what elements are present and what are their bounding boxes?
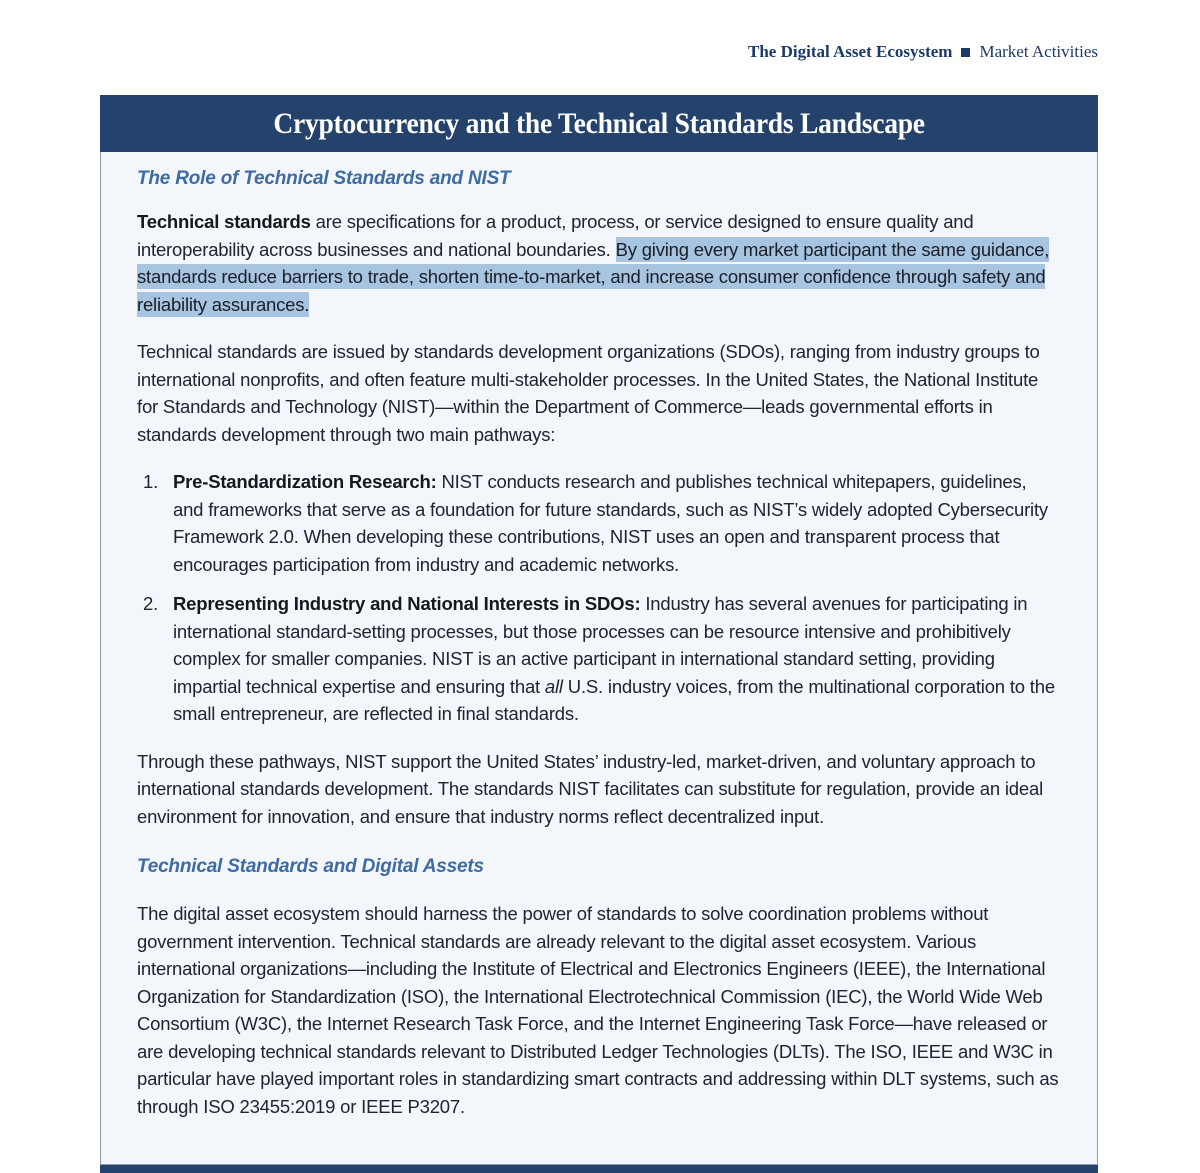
selected-text-highlight: By giving every market participant the same guidance, standards reduce barriers to trade, shorten time-to-market, and increase consumer confidence through safety and reliability assurances. (137, 238, 1050, 315)
text-run: NIST conducts research and publishes technical whitepapers, guidelines, and frameworks that serve as a foundation for future standards, such as NIST’s widely adopted Cybersecurity Framework 2.0. When developing these contributions, NIST uses an open and transparent process that encourages participation from industry and academic networks. (173, 471, 1048, 575)
running-header (748, 42, 1098, 62)
nist-pathways-list (143, 468, 1061, 728)
paragraph-technical-standards-definition (137, 208, 1061, 318)
running-header-book-title: The Digital Asset Ecosystem (748, 42, 953, 61)
paragraph-sdos-nist-intro: Technical standards are issued by standards development organizations (SDOs), ranging from industry groups to international nonprofits, and often feature multi-stakeholder processes. In the United States, the National Institute for Standards and Technology (NIST)—within the Department of Commerce—leads governmental efforts in standards development through two main pathways: (137, 341, 1040, 445)
bold-run-representing-industry: Representing Industry and National Interests in SDOs: (173, 593, 641, 614)
running-header-section: Market Activities (979, 42, 1098, 61)
box-title: Cryptocurrency and the Technical Standards Landscape (273, 106, 925, 140)
text-run: U.S. industry voices, from the multinational corporation to the small entrepreneur, are reflected in final standards. (173, 675, 1055, 724)
list-number: 2. (143, 593, 159, 614)
list-number: 1. (143, 471, 159, 492)
square-bullet-icon (961, 48, 970, 57)
next-section-banner-cutoff (100, 1165, 1098, 1173)
section-heading-standards-digital-assets: Technical Standards and Digital Assets (137, 856, 484, 877)
list-item-pre-standardization (143, 468, 1061, 578)
text-run: are specifications for a product, process, or service designed to ensure quality and interoperability across businesses and national boundaries. (137, 211, 974, 260)
bold-run-technical-standards: Technical standards (137, 211, 311, 232)
bold-run-pre-standardization: Pre-Standardization Research: (173, 471, 437, 492)
box-title-banner (100, 95, 1098, 152)
italic-run-all: all (544, 675, 563, 697)
list-item-representing-industry (143, 590, 1061, 728)
callout-box (100, 95, 1098, 1173)
box-content (100, 152, 1098, 1165)
text-run: Industry has several avenues for participating in international standard-setting processes, but those processes can be resource intensive and prohibitively complex for smaller companies. NIST is an active participant in international standard setting, providing impartial technical expertise and ensuring that (173, 593, 1028, 697)
paragraph-through-these-pathways: Through these pathways, NIST support the United States’ industry-led, market-driven, and voluntary approach to international standards development. The standards NIST facilitates can substitute for regulation, provide an ideal environment for innovation, and ensure that industry norms reflect decentralized input. (137, 750, 1043, 827)
section-heading-role-of-standards: The Role of Technical Standards and NIST (137, 168, 511, 189)
paragraph-digital-asset-ecosystem: The digital asset ecosystem should harness the power of standards to solve coordination problems without government intervention. Technical standards are already relevant to the digital asset ecosystem. Various international organizations—including the Institute of Electrical and Electronics Engineers (IEEE), the International Organization for Standardization (ISO), the International Electrotechnical Commission (IEC), the World Wide Web Consortium (W3C), the Internet Research Task Force, and the Internet Engineering Task Force—have released or are developing technical standards relevant to Distributed Ledger Technologies (DLTs). The ISO, IEEE and W3C in particular have played important roles in standardizing smart contracts and addressing within DLT systems, such as through ISO 23455:2019 or IEEE P3207. (137, 903, 1059, 1117)
